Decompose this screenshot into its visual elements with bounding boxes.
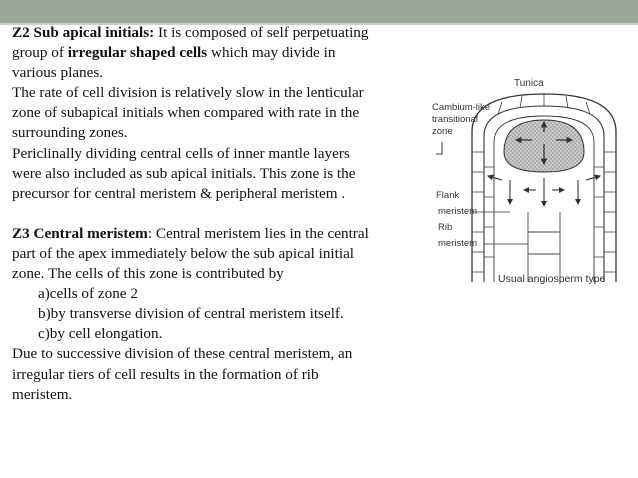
z3-line-5: irregular tiers of cell results in the formation of rib <box>12 365 319 383</box>
z2-line-5: zone of subapical initials when compared with rate in the <box>12 104 360 122</box>
label-rib-line-2: meristem <box>438 238 478 249</box>
z3-line-4: Due to successive division of these central meristem, an <box>12 345 353 363</box>
shoot-apex-svg <box>432 72 632 294</box>
slide-top-bar <box>0 0 638 23</box>
label-cambium-line-3: zone <box>432 126 453 137</box>
label-tunica: Tunica <box>514 78 544 89</box>
z3-line-6: meristem. <box>12 385 73 403</box>
z2-line-3: various planes. <box>12 64 104 82</box>
shoot-apex-diagram <box>432 72 632 294</box>
label-flank-line-2: meristem <box>438 206 478 217</box>
z3-line-1: Z3 Central meristem: Central meristem lies in the central <box>12 224 369 242</box>
z3-heading: Z3 Central meristem <box>12 224 148 242</box>
slide-text-body <box>12 23 438 405</box>
z2-bold-term: irregular shaped cells <box>67 44 208 62</box>
z3-item-b: b)by transverse division of central meristem itself. <box>38 305 344 323</box>
flank-and-rib-arrows <box>488 176 600 206</box>
z2-line-2: group of irregular shaped cells which may divide in <box>12 44 336 62</box>
z2-line-7: Periclinally dividing central cells of inner mantle layers <box>12 144 350 162</box>
z3-item-a: a)cells of zone 2 <box>38 285 138 303</box>
z2-line-4: The rate of cell division is relatively slow in the lenticular <box>12 84 364 102</box>
z2-heading: Z2 Sub apical initials: <box>12 24 155 41</box>
label-cambium-line-2: transitional <box>432 114 478 125</box>
label-flank-line-1: Flank <box>436 190 460 201</box>
z2-line-1: Z2 Sub apical initials: It is composed of self perpetuating <box>12 24 369 41</box>
cambium-pointer-arrow <box>436 142 442 154</box>
label-pointer-lines <box>484 212 528 244</box>
label-cambium-line-1: Cambium-like <box>432 102 491 113</box>
paragraph-gap <box>12 204 438 224</box>
z2-line-9: precursor for central meristem & peripheral meristem . <box>12 184 346 202</box>
z2-line-8: were also included as sub apical initials. This zone is the <box>12 164 356 182</box>
rib-meristem-files <box>528 212 560 282</box>
z3-item-c: c)by cell elongation. <box>38 325 163 343</box>
z3-line-3: zone. The cells of this zone is contributed by <box>12 265 284 283</box>
label-rib-line-1: Rib <box>438 222 453 233</box>
diagram-caption: Usual angiosperm type <box>498 273 606 285</box>
z2-line-6: surrounding zones. <box>12 124 128 142</box>
z3-line-2: part of the apex immediately below the sub apical initial <box>12 244 355 262</box>
